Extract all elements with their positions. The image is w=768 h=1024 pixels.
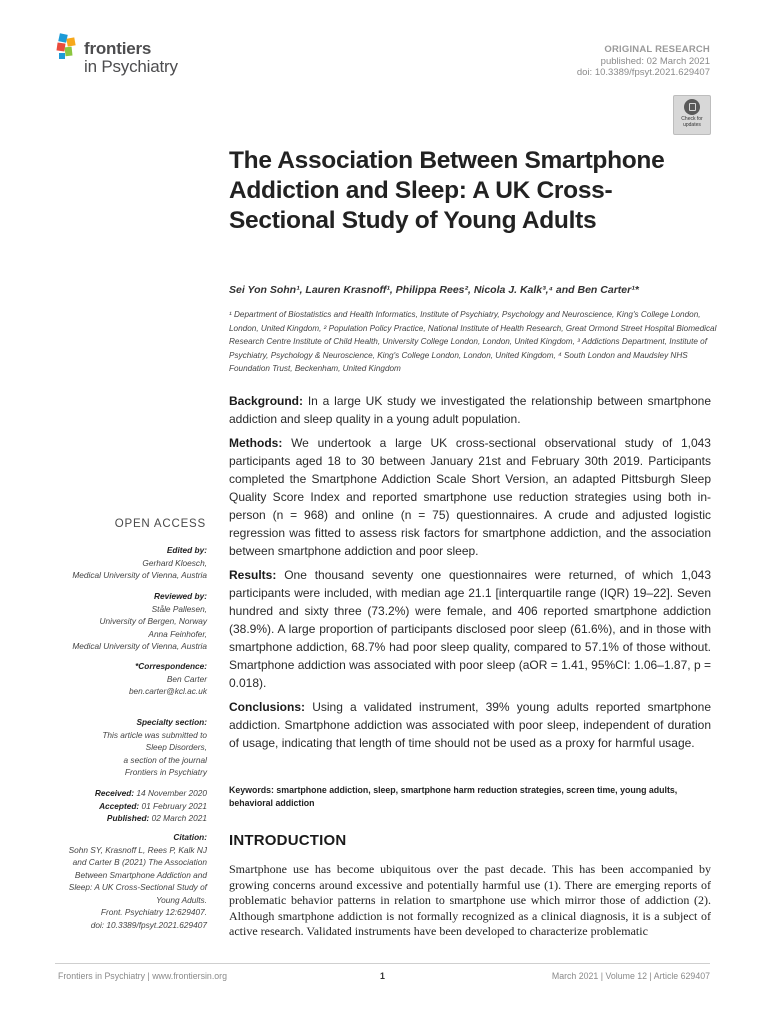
reviewer-2-name[interactable]: Anna Feinhofer, [148,628,207,639]
reviewer-1-name[interactable]: Ståle Pallesen, [151,603,207,614]
reviewer-2-affiliation: Medical University of Vienna, Austria [72,641,207,651]
citation-line-1: Sohn SY, Krasnoff L, Rees P, Kalk NJ [68,844,207,855]
article-title: The Association Between Smartphone Addiction and Sleep: A UK Cross-Sectional Study of Young Adults [229,147,665,234]
abstract-background [229,392,711,428]
reviewed-by [47,590,207,653]
published-sidebar-date: 02 March 2021 [151,813,207,823]
frontiers-logo-icon [55,32,81,64]
article-type: ORIGINAL RESEARCH [604,44,710,55]
received-date: 14 November 2020 [136,788,207,798]
methods-text: We undertook a large UK cross-sectional observational study of 1,043 participants aged 18 to 30 between January 21st and February 30th 2019. Participants completed the Smartphone Addiction Scale Short Version, an adapted Pittsburgh Sleep Quality Score Index and reported smartphone use reduction strategies using both in-person (n = 968) and online (n = 75) questionnaires. A crude and adjusted logistic regression was fitted to assess risk factors for smartphone addiction, and the association between smartphone addiction and poor sleep. [229,436,711,558]
accepted-label: Accepted: [99,800,140,811]
open-access-label: OPEN ACCESS [114,518,206,530]
abstract [229,392,711,758]
conclusions-label: Conclusions: [229,700,306,714]
received-label: Received: [94,788,135,798]
footer-issue-info: March 2021 | Volume 12 | Article 629407 [551,971,710,981]
received-row [47,787,207,800]
citation-line-5: Young Adults. [156,894,207,905]
edited-by-label: Edited by: [166,545,207,555]
abstract-conclusions [229,698,711,752]
affiliations: ¹ Department of Biostatistics and Health Informatics, Institute of Psychiatry, Psychology and Neuroscience, King's College London, London, United Kingdom, ² Population Policy Practice, National Institute of Health Research, Great Ormond Street Hospital Biomedical Research Centre Institute of Child Health, University College London, London, United Kingdom, ³ Addictions Department, Institute of Psychiatry, Psychology & Neuroscience, King's College London, London, United Kingdom, ⁴ South London and Maudsley NHS Foundation Trust, Beckenham, United Kingdom [229,310,717,373]
edited-by [47,544,207,582]
accepted-row [47,800,207,813]
correspondence-name: Ben Carter [166,673,207,684]
citation-doi[interactable]: doi: 10.3389/fpsyt.2021.629407 [90,919,207,930]
reviewed-by-label: Reviewed by: [153,591,207,601]
logo-brand: frontiers [84,39,152,58]
keywords: Keywords: smartphone addiction, sleep, smartphone harm reduction strategies, screen time, young adults, behavioral addiction [229,785,678,808]
accepted-date: 01 February 2021 [141,800,207,811]
published-label: Published: [106,813,150,823]
author-list[interactable]: Sei Yon Sohn¹, Lauren Krasnoff¹, Philippa Rees², Nicola J. Kalk³,⁴ and Ben Carter¹* [229,284,639,296]
bookmark-icon [684,99,700,115]
journal-logo[interactable] [55,32,205,80]
reviewer-1-affiliation: University of Bergen, Norway [99,616,207,626]
logo-journal: in Psychiatry [84,57,178,76]
editor-name[interactable]: Gerhard Kloesch, [142,557,207,568]
editor-affiliation: Medical University of Vienna, Austria [72,570,207,580]
citation [47,831,207,931]
citation-label: Citation: [173,832,207,842]
article-dates [47,787,207,825]
article-meta [577,44,710,79]
citation-line-3: Between Smartphone Addiction and [74,869,207,880]
published-row [47,812,207,825]
correspondence [47,660,207,698]
specialty-line-4: Frontiers in Psychiatry [124,767,207,777]
page-number: 1 [380,971,385,981]
correspondence-email[interactable]: ben.carter@kcl.ac.uk [128,686,207,696]
footer-divider [55,963,710,964]
background-text: In a large UK study we investigated the relationship between smartphone addiction and sleep quality in a young adult population. [229,394,711,426]
methods-label: Methods: [229,436,283,450]
citation-line-2: and Carter B (2021) The Association [72,857,207,867]
abstract-results [229,566,711,692]
specialty-line-1: This article was submitted to [102,729,207,740]
results-text: One thousand seventy one questionnaires were returned, of which 1,043 participants were included, with median age 21.1 [interquartile range (IQR) 19–22]. Seven hundred and sixty three (73.2%) were female, and 406 reported smartphone addiction (38.9%). A large proportion of participants disclosed poor sleep (61.6%), and in those with smartphone addiction, 68.7% had poor sleep quality, compared to 57.1% of those without. Smartphone addiction was associated with poor sleep (aOR = 1.41, 95%CI: 1.06–1.87, p = 0.018). [229,568,711,690]
conclusions-text: Using a validated instrument, 39% young adults reported smartphone addiction. Smartphone addiction was associated with poor sleep, independent of duration of usage, indicating that length of time should not be used as a proxy for harmful usage. [229,700,711,750]
specialty-line-3: a section of the journal [123,754,207,765]
section-heading-introduction: INTRODUCTION [229,832,347,849]
published-date: published: 02 March 2021 [600,55,710,67]
check-for-updates-button[interactable] [673,95,711,135]
citation-line-6: Front. Psychiatry 12:629407. [100,907,207,917]
specialty-section [47,716,207,779]
results-label: Results: [229,568,277,582]
check-updates-label: Check for updates [681,116,703,128]
citation-line-4: Sleep: A UK Cross-Sectional Study of [68,882,207,892]
background-label: Background: [229,394,304,408]
doi[interactable]: doi: 10.3389/fpsyt.2021.629407 [576,67,710,78]
correspondence-label: *Correspondence: [135,661,207,671]
intro-paragraph: Smartphone use has become ubiquitous over the past decade. This has been accompanied by growing concerns around excessive and potentially harmful use (1). There are emerging reports of problematic behavior patterns in relation to smartphone use which mirror those of addiction (2). Although smartphone addiction is not formally recognized as a clinical diagnosis, it is a subject of active research. Validated instruments have been developed to characterize problematic [229,862,711,939]
footer-journal-link[interactable]: Frontiers in Psychiatry | www.frontiersin.org [58,971,227,981]
abstract-methods [229,434,711,560]
specialty-line-2: Sleep Disorders, [145,742,207,752]
specialty-label: Specialty section: [136,717,207,727]
